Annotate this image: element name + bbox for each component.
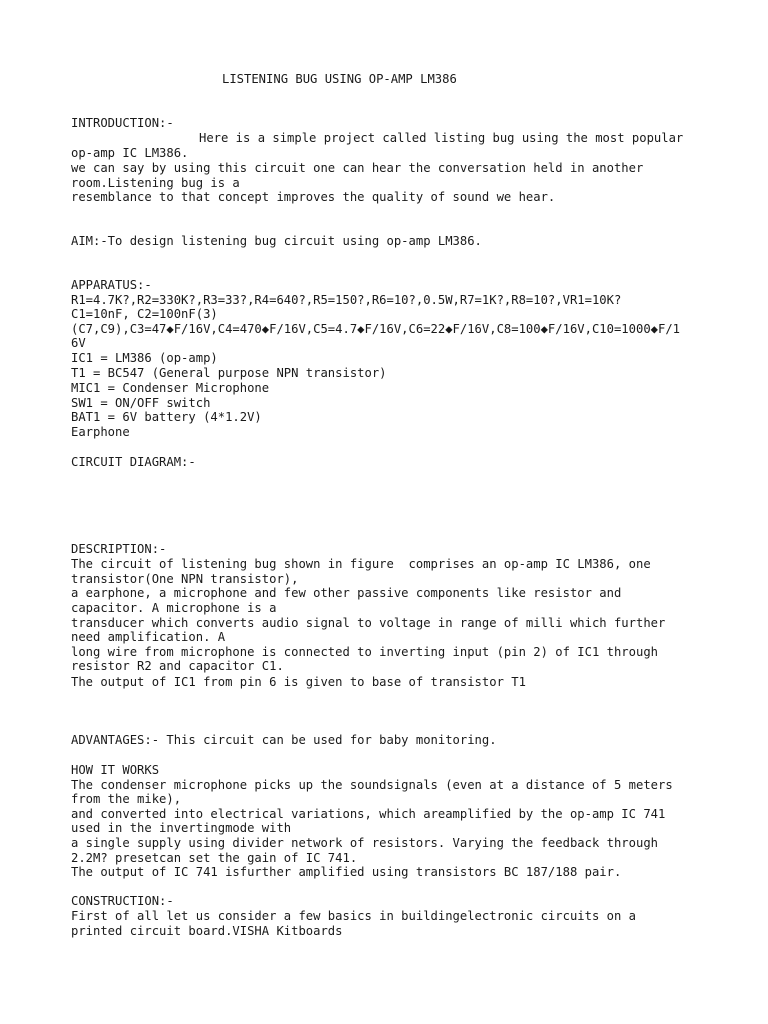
how-it-works-heading: HOW IT WORKS xyxy=(71,763,160,777)
introduction-line: Here is a simple project called listing bug using the most popular xyxy=(199,131,684,145)
how-it-works-line: 2.2M? presetcan set the gain of IC 741. xyxy=(71,851,358,865)
apparatus-line: 6V xyxy=(71,336,86,350)
apparatus-line: T1 = BC547 (General purpose NPN transistor) xyxy=(71,366,387,380)
how-it-works-line: used in the invertingmode with xyxy=(71,821,292,835)
description-line: need amplification. A xyxy=(71,630,226,644)
how-it-works-line: The output of IC 741 isfurther amplified using transistors BC 187/188 pair. xyxy=(71,865,622,879)
description-line: resistor R2 and capacitor C1. xyxy=(71,659,284,673)
apparatus-line: Earphone xyxy=(71,425,130,439)
apparatus-line: (C7,C9),C3=47◆F/16V,C4=470◆F/16V,C5=4.7◆F/16V,C6=22◆F/16V,C8=100◆F/16V,C10=1000◆F/1 xyxy=(71,322,681,336)
how-it-works-line: from the mike), xyxy=(71,792,182,806)
introduction-line: resemblance to that concept improves the quality of sound we hear. xyxy=(71,190,556,204)
description-line: transistor(One NPN transistor), xyxy=(71,572,299,586)
how-it-works-line: The condenser microphone picks up the soundsignals (even at a distance of 5 meters xyxy=(71,778,673,792)
apparatus-line: R1=4.7K?,R2=330K?,R3=33?,R4=640?,R5=150?,R6=10?,0.5W,R7=1K?,R8=10?,VR1=10K? xyxy=(71,293,622,307)
description-line: capacitor. A microphone is a xyxy=(71,601,277,615)
apparatus-line: MIC1 = Condenser Microphone xyxy=(71,381,270,395)
construction-line: printed circuit board.VISHA Kitboards xyxy=(71,924,343,938)
apparatus-line: C1=10nF, C2=100nF(3) xyxy=(71,307,218,321)
introduction-line: room.Listening bug is a xyxy=(71,176,240,190)
how-it-works-line: a single supply using divider network of resistors. Varying the feedback through xyxy=(71,836,658,850)
description-line: long wire from microphone is connected to inverting input (pin 2) of IC1 through xyxy=(71,645,658,659)
construction-line: First of all let us consider a few basics in buildingelectronic circuits on a xyxy=(71,909,636,923)
introduction-line: op-amp IC LM386. xyxy=(71,146,189,160)
construction-heading: CONSTRUCTION:- xyxy=(71,894,174,908)
description-line: transducer which converts audio signal to voltage in range of milli which further xyxy=(71,616,666,630)
apparatus-heading: APPARATUS:- xyxy=(71,278,152,292)
aim-statement: AIM:-To design listening bug circuit using op-amp LM386. xyxy=(71,234,482,248)
introduction-line: we can say by using this circuit one can hear the conversation held in another xyxy=(71,161,644,175)
advantages-statement: ADVANTAGES:- This circuit can be used for baby monitoring. xyxy=(71,733,497,747)
apparatus-line: IC1 = LM386 (op-amp) xyxy=(71,351,218,365)
description-line: The output of IC1 from pin 6 is given to base of transistor T1 xyxy=(71,675,526,689)
document-title: LISTENING BUG USING OP-AMP LM386 xyxy=(222,72,457,86)
apparatus-line: BAT1 = 6V battery (4*1.2V) xyxy=(71,410,262,424)
description-line: a earphone, a microphone and few other passive components like resistor and xyxy=(71,586,622,600)
how-it-works-line: and converted into electrical variations, which areamplified by the op-amp IC 741 xyxy=(71,807,666,821)
introduction-heading: INTRODUCTION:- xyxy=(71,116,174,130)
apparatus-line: SW1 = ON/OFF switch xyxy=(71,396,211,410)
circuit-diagram-heading: CIRCUIT DIAGRAM:- xyxy=(71,455,196,469)
description-line: The circuit of listening bug shown in figure comprises an op-amp IC LM386, one xyxy=(71,557,651,571)
description-heading: DESCRIPTION:- xyxy=(71,542,167,556)
